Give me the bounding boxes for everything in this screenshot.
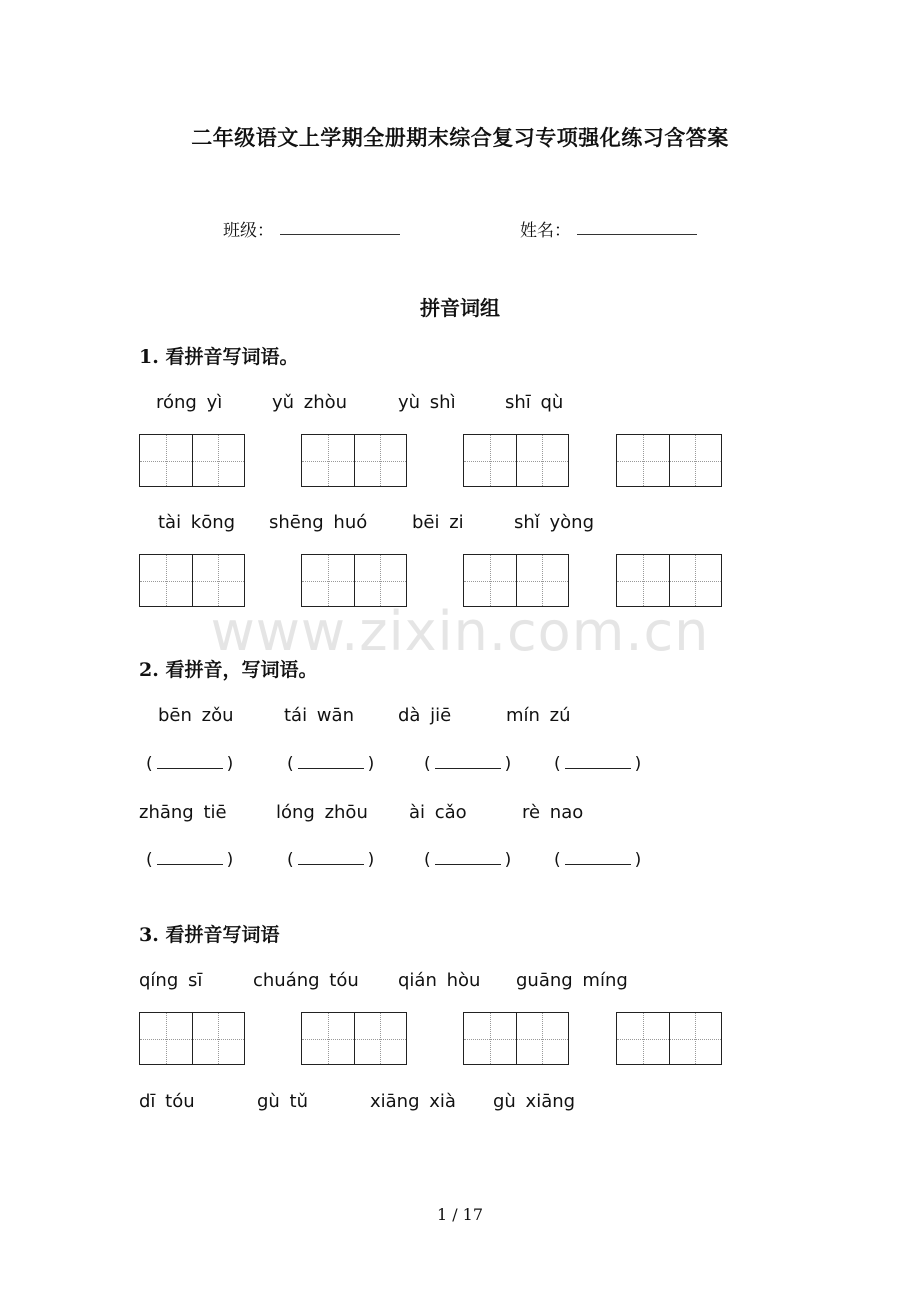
pinyin-word: qíng sī	[139, 970, 203, 991]
pinyin-word: gù xiāng	[493, 1091, 576, 1112]
pinyin-word: rè nao	[522, 802, 584, 823]
pinyin-word: dī tóu	[139, 1091, 195, 1112]
pinyin-word: qián hòu	[398, 970, 481, 991]
answer-blank[interactable]: ( )	[554, 850, 642, 870]
question-3-heading: 3. 看拼音写词语	[139, 924, 280, 946]
answer-blank[interactable]: ( )	[146, 754, 234, 774]
pinyin-word: mín zú	[506, 705, 571, 726]
writing-grid[interactable]	[463, 434, 569, 487]
pinyin-word: dà jiē	[398, 705, 452, 726]
class-blank	[280, 234, 400, 235]
writing-grid[interactable]	[616, 1012, 722, 1065]
pinyin-word: ài cǎo	[409, 802, 467, 823]
answer-blank[interactable]: ( )	[424, 850, 512, 870]
pinyin-word: shēng huó	[269, 512, 368, 533]
name-label: 姓名：	[520, 221, 571, 241]
pinyin-word: lóng zhōu	[276, 802, 368, 823]
writing-grid[interactable]	[463, 1012, 569, 1065]
pinyin-word: tái wān	[284, 705, 354, 726]
answer-blank[interactable]: ( )	[287, 850, 375, 870]
pinyin-word: bēn zǒu	[158, 705, 234, 726]
writing-grid[interactable]	[616, 434, 722, 487]
answer-blank[interactable]: ( )	[287, 754, 375, 774]
pinyin-word: shī qù	[505, 392, 564, 413]
pinyin-word: chuáng tóu	[253, 970, 359, 991]
name-blank	[577, 234, 697, 235]
pinyin-word: guāng míng	[516, 970, 628, 991]
pinyin-word: yǔ zhòu	[272, 392, 348, 413]
question-2-heading: 2. 看拼音，写词语。	[139, 659, 318, 681]
pinyin-word: shǐ yòng	[514, 512, 595, 533]
pinyin-word: bēi zi	[412, 512, 464, 533]
question-1-heading: 1. 看拼音写词语。	[139, 346, 299, 368]
pinyin-word: xiāng xià	[370, 1091, 456, 1112]
writing-grid[interactable]	[301, 1012, 407, 1065]
section-title: 拼音词组	[420, 296, 500, 320]
pinyin-word: zhāng tiē	[139, 802, 227, 823]
pinyin-word: róng yì	[156, 392, 223, 413]
pinyin-word: gù tǔ	[257, 1091, 309, 1112]
pinyin-word: yù shì	[398, 392, 456, 413]
class-label: 班级：	[223, 221, 274, 241]
writing-grid[interactable]	[301, 434, 407, 487]
answer-blank[interactable]: ( )	[146, 850, 234, 870]
document-title: 二年级语文上学期全册期末综合复习专项强化练习含答案	[191, 125, 729, 150]
page-number: 1 / 17	[436, 1205, 484, 1224]
writing-grid[interactable]	[139, 434, 245, 487]
answer-blank[interactable]: ( )	[554, 754, 642, 774]
writing-grid[interactable]	[139, 1012, 245, 1065]
answer-blank[interactable]: ( )	[424, 754, 512, 774]
pinyin-word: tài kōng	[158, 512, 236, 533]
watermark: www.zixin.com.cn	[210, 600, 710, 663]
